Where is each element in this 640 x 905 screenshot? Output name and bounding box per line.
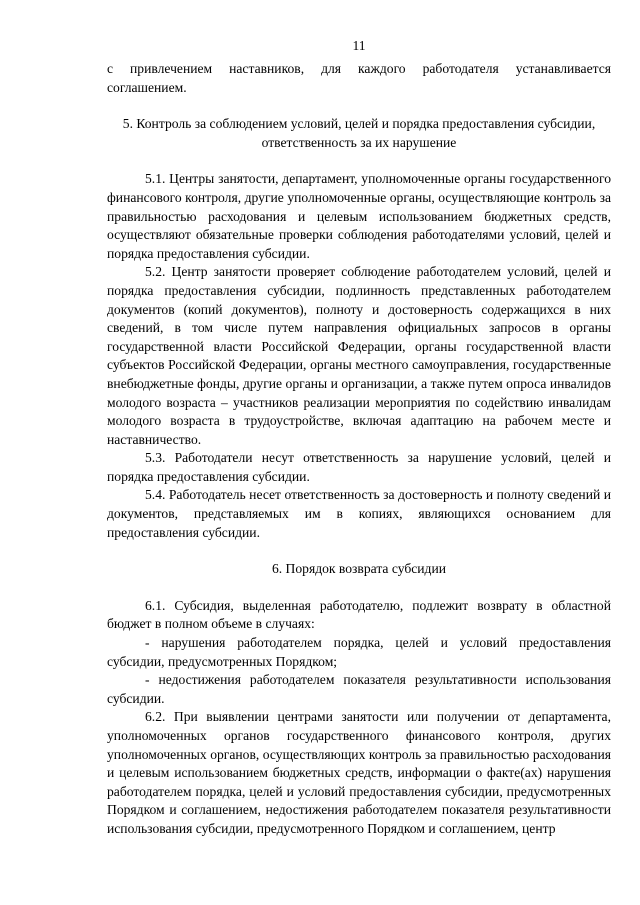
document-body <box>107 60 611 839</box>
section-6-heading: 6. Порядок возврата субсидии <box>271 561 447 577</box>
page-number: 11 <box>352 38 366 53</box>
section-5-heading: 5. Контроль за соблюдением условий, целей и порядка предоставления субсидии, ответственность за их нарушение <box>122 116 596 150</box>
paragraph-5-1: 5.1. Центры занятости, департамент, уполномоченные органы государственного финансового контроля, другие уполномоченные органы, осуществляющие контроль за правильностью расходования и целевым использованием бюджетных средств, осуществляют обязательные проверки соблюдения работодателями условий, целей и порядка предоставления субсидии. <box>107 171 611 261</box>
paragraph-6-1: 6.1. Субсидия, выделенная работодателю, подлежит возврату в областной бюджет в полном объеме в случаях: <box>107 597 611 632</box>
document-page <box>107 0 611 905</box>
continuation-paragraph: с привлечением наставников, для каждого работодателя устанавливается соглашением. <box>107 61 611 95</box>
paragraph-5-4: 5.4. Работодатель несет ответственность за достоверность и полноту сведений и документов, представляемых им в копиях, являющихся основанием для предоставления субсидии. <box>107 487 611 540</box>
paragraph-5-3: 5.3. Работодатели несут ответственность за нарушение условий, целей и порядка предоставления субсидии. <box>107 450 611 484</box>
list-item-violation: - нарушения работодателем порядка, целей и условий предоставления субсидии, предусмотренных Порядком; <box>107 635 611 669</box>
list-item-non-achievement: - недостижения работодателем показателя результативности использования субсидии. <box>107 672 611 706</box>
paragraph-6-2: 6.2. При выявлении центрами занятости или получении от департамента, уполномоченных органов государственного финансового контроля, других уполномоченных органов, осуществляющих контроль за правильностью расходования и целевым использованием бюджетных средств, информации о факте(ах) нарушения работодателем порядка, целей и условий предоставления субсидии, предусмотренных Порядком и соглашением, недостижения работодателем показателя результативности использования субсидии, предусмотренного Порядком и соглашением, центр <box>107 709 611 836</box>
paragraph-5-2: 5.2. Центр занятости проверяет соблюдение работодателем условий, целей и порядка предоставления субсидии, подлинность представленных работодателем документов (копий документов), полноту и достоверность содержащихся в них сведений, в том числе путем направления официальных запросов в органы государственной власти Российской Федерации, органы государственной власти субъектов Российской Федерации, органы местного самоуправления, государственные внебюджетные фонды, другие органы и организации, а также путем опроса инвалидов молодого возраста – участников реализации мероприятия по содействию инвалидам молодого возраста в трудоустройстве, включая адаптацию на рабочем месте и наставничество. <box>107 264 611 447</box>
